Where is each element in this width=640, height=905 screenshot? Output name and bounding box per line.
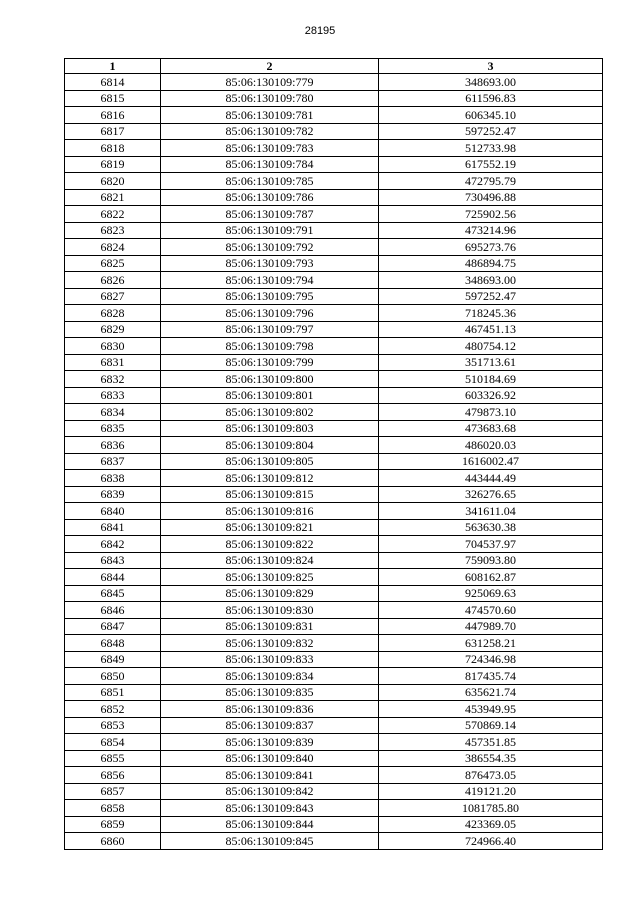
- value-cell: 512733.98: [379, 140, 603, 157]
- cadastral-number-cell: 85:06:130109:832: [161, 635, 379, 652]
- table-row: [65, 701, 603, 718]
- table-row: [65, 602, 603, 619]
- cadastral-number-cell: 85:06:130109:802: [161, 404, 379, 421]
- row-number-cell: 6838: [65, 470, 161, 487]
- row-number-cell: 6847: [65, 618, 161, 635]
- row-number-cell: 6833: [65, 387, 161, 404]
- value-cell: 351713.61: [379, 354, 603, 371]
- value-cell: 704537.97: [379, 536, 603, 553]
- cadastral-number-cell: 85:06:130109:784: [161, 156, 379, 173]
- row-number-cell: 6836: [65, 437, 161, 454]
- table-row: [65, 585, 603, 602]
- table-row: [65, 305, 603, 322]
- table-row: [65, 321, 603, 338]
- table-row: [65, 668, 603, 685]
- value-cell: 510184.69: [379, 371, 603, 388]
- value-cell: 473214.96: [379, 222, 603, 239]
- cadastral-number-cell: 85:06:130109:793: [161, 255, 379, 272]
- table-row: [65, 734, 603, 751]
- cadastral-number-cell: 85:06:130109:805: [161, 453, 379, 470]
- cadastral-number-cell: 85:06:130109:822: [161, 536, 379, 553]
- cadastral-number-cell: 85:06:130109:824: [161, 552, 379, 569]
- row-number-cell: 6860: [65, 833, 161, 850]
- table-row: [65, 420, 603, 437]
- value-cell: 724966.40: [379, 833, 603, 850]
- table-row: [65, 222, 603, 239]
- table-row: [65, 239, 603, 256]
- row-number-cell: 6856: [65, 767, 161, 784]
- cadastral-number-cell: 85:06:130109:839: [161, 734, 379, 751]
- row-number-cell: 6849: [65, 651, 161, 668]
- row-number-cell: 6835: [65, 420, 161, 437]
- table-row: [65, 156, 603, 173]
- cadastral-number-cell: 85:06:130109:844: [161, 816, 379, 833]
- value-cell: 1616002.47: [379, 453, 603, 470]
- cadastral-number-cell: 85:06:130109:796: [161, 305, 379, 322]
- table-row: [65, 123, 603, 140]
- row-number-cell: 6858: [65, 800, 161, 817]
- table-row: [65, 767, 603, 784]
- row-number-cell: 6857: [65, 783, 161, 800]
- cadastral-number-cell: 85:06:130109:803: [161, 420, 379, 437]
- cadastral-number-cell: 85:06:130109:781: [161, 107, 379, 124]
- table-row: [65, 717, 603, 734]
- row-number-cell: 6850: [65, 668, 161, 685]
- value-cell: 817435.74: [379, 668, 603, 685]
- row-number-cell: 6843: [65, 552, 161, 569]
- cadastral-number-cell: 85:06:130109:816: [161, 503, 379, 520]
- row-number-cell: 6831: [65, 354, 161, 371]
- value-cell: 341611.04: [379, 503, 603, 520]
- table-header: [65, 59, 603, 74]
- cadastral-number-cell: 85:06:130109:800: [161, 371, 379, 388]
- table-row: [65, 503, 603, 520]
- header-row: [65, 59, 603, 74]
- row-number-cell: 6859: [65, 816, 161, 833]
- cadastral-number-cell: 85:06:130109:794: [161, 272, 379, 289]
- value-cell: 423369.05: [379, 816, 603, 833]
- value-cell: 486894.75: [379, 255, 603, 272]
- cadastral-number-cell: 85:06:130109:799: [161, 354, 379, 371]
- value-cell: 453949.95: [379, 701, 603, 718]
- value-cell: 606345.10: [379, 107, 603, 124]
- table-row: [65, 255, 603, 272]
- table-row: [65, 536, 603, 553]
- row-number-cell: 6822: [65, 206, 161, 223]
- cadastral-number-cell: 85:06:130109:843: [161, 800, 379, 817]
- row-number-cell: 6845: [65, 585, 161, 602]
- value-cell: 479873.10: [379, 404, 603, 421]
- value-cell: 603326.92: [379, 387, 603, 404]
- row-number-cell: 6819: [65, 156, 161, 173]
- table-row: [65, 833, 603, 850]
- value-cell: 635621.74: [379, 684, 603, 701]
- value-cell: 631258.21: [379, 635, 603, 652]
- row-number-cell: 6854: [65, 734, 161, 751]
- value-cell: 467451.13: [379, 321, 603, 338]
- value-cell: 597252.47: [379, 288, 603, 305]
- cadastral-number-cell: 85:06:130109:812: [161, 470, 379, 487]
- row-number-cell: 6846: [65, 602, 161, 619]
- table-row: [65, 651, 603, 668]
- value-cell: 570869.14: [379, 717, 603, 734]
- value-cell: 759093.80: [379, 552, 603, 569]
- row-number-cell: 6840: [65, 503, 161, 520]
- cadastral-number-cell: 85:06:130109:786: [161, 189, 379, 206]
- column-header-2: 2: [161, 59, 379, 74]
- table-row: [65, 74, 603, 91]
- table-row: [65, 783, 603, 800]
- cadastral-number-cell: 85:06:130109:837: [161, 717, 379, 734]
- value-cell: 724346.98: [379, 651, 603, 668]
- row-number-cell: 6827: [65, 288, 161, 305]
- table-row: [65, 635, 603, 652]
- column-header-3: 3: [379, 59, 603, 74]
- value-cell: 473683.68: [379, 420, 603, 437]
- value-cell: 1081785.80: [379, 800, 603, 817]
- cadastral-number-cell: 85:06:130109:834: [161, 668, 379, 685]
- value-cell: 443444.49: [379, 470, 603, 487]
- table-row: [65, 569, 603, 586]
- cadastral-number-cell: 85:06:130109:782: [161, 123, 379, 140]
- row-number-cell: 6855: [65, 750, 161, 767]
- cadastral-number-cell: 85:06:130109:795: [161, 288, 379, 305]
- row-number-cell: 6844: [65, 569, 161, 586]
- row-number-cell: 6853: [65, 717, 161, 734]
- value-cell: 326276.65: [379, 486, 603, 503]
- cadastral-number-cell: 85:06:130109:825: [161, 569, 379, 586]
- value-cell: 695273.76: [379, 239, 603, 256]
- row-number-cell: 6851: [65, 684, 161, 701]
- cadastral-number-cell: 85:06:130109:842: [161, 783, 379, 800]
- row-number-cell: 6852: [65, 701, 161, 718]
- value-cell: 419121.20: [379, 783, 603, 800]
- table-row: [65, 453, 603, 470]
- cadastral-number-cell: 85:06:130109:815: [161, 486, 379, 503]
- value-cell: 447989.70: [379, 618, 603, 635]
- table-row: [65, 90, 603, 107]
- table-row: [65, 552, 603, 569]
- table-row: [65, 288, 603, 305]
- cadastral-number-cell: 85:06:130109:801: [161, 387, 379, 404]
- row-number-cell: 6841: [65, 519, 161, 536]
- value-cell: 617552.19: [379, 156, 603, 173]
- row-number-cell: 6829: [65, 321, 161, 338]
- value-cell: 730496.88: [379, 189, 603, 206]
- table-row: [65, 437, 603, 454]
- row-number-cell: 6825: [65, 255, 161, 272]
- table-row: [65, 371, 603, 388]
- value-cell: 348693.00: [379, 272, 603, 289]
- table-row: [65, 338, 603, 355]
- data-table: [64, 58, 603, 850]
- value-cell: 457351.85: [379, 734, 603, 751]
- table-body: [65, 74, 603, 850]
- table-row: [65, 173, 603, 190]
- column-header-1: 1: [65, 59, 161, 74]
- table-row: [65, 189, 603, 206]
- row-number-cell: 6816: [65, 107, 161, 124]
- cadastral-number-cell: 85:06:130109:785: [161, 173, 379, 190]
- table-row: [65, 470, 603, 487]
- row-number-cell: 6824: [65, 239, 161, 256]
- value-cell: 486020.03: [379, 437, 603, 454]
- value-cell: 718245.36: [379, 305, 603, 322]
- row-number-cell: 6828: [65, 305, 161, 322]
- value-cell: 563630.38: [379, 519, 603, 536]
- cadastral-number-cell: 85:06:130109:783: [161, 140, 379, 157]
- cadastral-number-cell: 85:06:130109:841: [161, 767, 379, 784]
- row-number-cell: 6818: [65, 140, 161, 157]
- value-cell: 611596.83: [379, 90, 603, 107]
- value-cell: 597252.47: [379, 123, 603, 140]
- cadastral-number-cell: 85:06:130109:804: [161, 437, 379, 454]
- cadastral-number-cell: 85:06:130109:836: [161, 701, 379, 718]
- row-number-cell: 6817: [65, 123, 161, 140]
- row-number-cell: 6826: [65, 272, 161, 289]
- cadastral-number-cell: 85:06:130109:830: [161, 602, 379, 619]
- cadastral-number-cell: 85:06:130109:835: [161, 684, 379, 701]
- table-row: [65, 486, 603, 503]
- cadastral-number-cell: 85:06:130109:798: [161, 338, 379, 355]
- value-cell: 348693.00: [379, 74, 603, 91]
- row-number-cell: 6837: [65, 453, 161, 470]
- row-number-cell: 6830: [65, 338, 161, 355]
- table-row: [65, 107, 603, 124]
- value-cell: 480754.12: [379, 338, 603, 355]
- row-number-cell: 6820: [65, 173, 161, 190]
- cadastral-number-cell: 85:06:130109:829: [161, 585, 379, 602]
- cadastral-number-cell: 85:06:130109:845: [161, 833, 379, 850]
- cadastral-number-cell: 85:06:130109:779: [161, 74, 379, 91]
- table-row: [65, 816, 603, 833]
- value-cell: 474570.60: [379, 602, 603, 619]
- table-row: [65, 272, 603, 289]
- value-cell: 725902.56: [379, 206, 603, 223]
- cadastral-number-cell: 85:06:130109:821: [161, 519, 379, 536]
- row-number-cell: 6823: [65, 222, 161, 239]
- value-cell: 925069.63: [379, 585, 603, 602]
- table-row: [65, 684, 603, 701]
- row-number-cell: 6832: [65, 371, 161, 388]
- table-row: [65, 750, 603, 767]
- table-row: [65, 140, 603, 157]
- cadastral-number-cell: 85:06:130109:780: [161, 90, 379, 107]
- row-number-cell: 6814: [65, 74, 161, 91]
- table-row: [65, 800, 603, 817]
- row-number-cell: 6834: [65, 404, 161, 421]
- row-number-cell: 6848: [65, 635, 161, 652]
- table-row: [65, 354, 603, 371]
- cadastral-number-cell: 85:06:130109:797: [161, 321, 379, 338]
- table-row: [65, 618, 603, 635]
- row-number-cell: 6815: [65, 90, 161, 107]
- value-cell: 472795.79: [379, 173, 603, 190]
- cadastral-number-cell: 85:06:130109:833: [161, 651, 379, 668]
- row-number-cell: 6821: [65, 189, 161, 206]
- cadastral-number-cell: 85:06:130109:792: [161, 239, 379, 256]
- table-row: [65, 519, 603, 536]
- row-number-cell: 6839: [65, 486, 161, 503]
- page-number: 28195: [304, 25, 336, 37]
- table-row: [65, 387, 603, 404]
- cadastral-number-cell: 85:06:130109:840: [161, 750, 379, 767]
- table-row: [65, 206, 603, 223]
- value-cell: 386554.35: [379, 750, 603, 767]
- cadastral-number-cell: 85:06:130109:831: [161, 618, 379, 635]
- row-number-cell: 6842: [65, 536, 161, 553]
- table-row: [65, 404, 603, 421]
- cadastral-number-cell: 85:06:130109:787: [161, 206, 379, 223]
- value-cell: 876473.05: [379, 767, 603, 784]
- value-cell: 608162.87: [379, 569, 603, 586]
- cadastral-number-cell: 85:06:130109:791: [161, 222, 379, 239]
